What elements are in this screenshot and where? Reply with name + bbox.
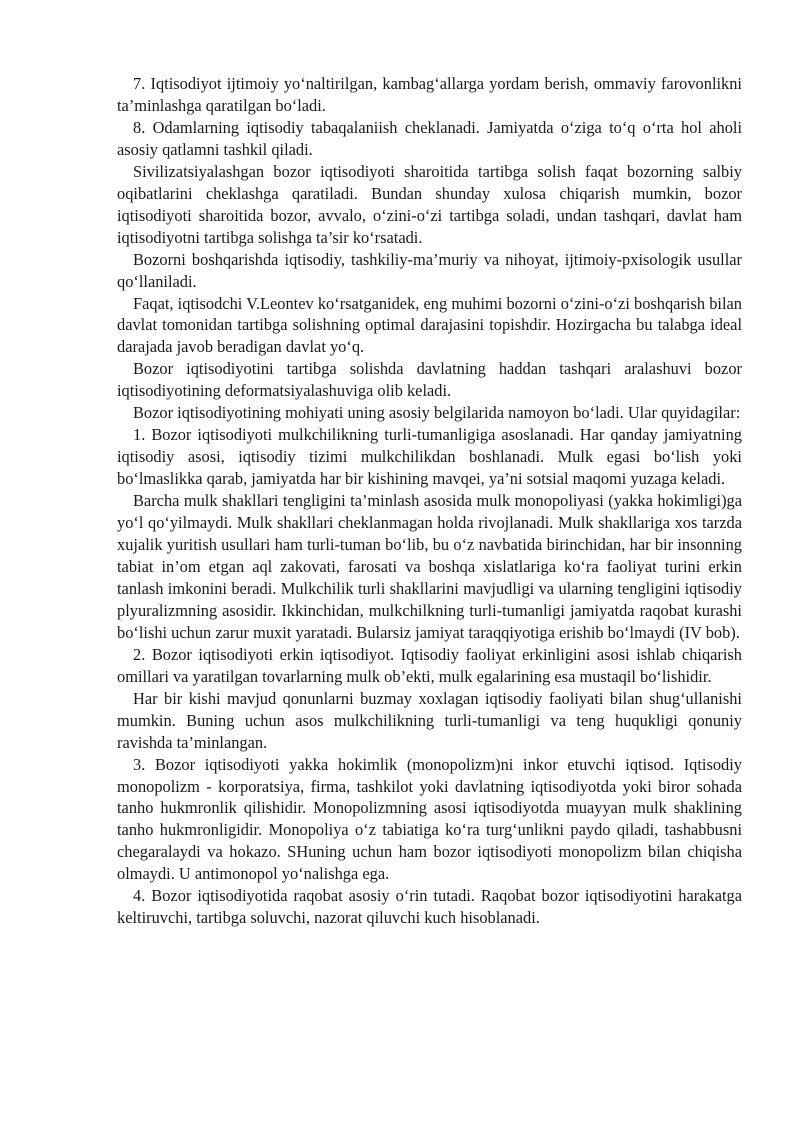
- paragraph-point-4: 4. Bozor iqtisodiyotida raqobat asosiy o‘rin tutadi. Raqobat bozor iqtisodiyotini harakatga keltiruvchi, tartibga soluvchi, nazorat qiluvchi kuch hisoblanadi.: [117, 886, 742, 928]
- paragraph-point-1: 1. Bozor iqtisodiyoti mulkchilikning turli-tumanligiga asoslanadi. Har qanday jamiyatning iqtisodiy asosi, iqtisodiy tizimi mulkchilikdan boshlanadi. Mulk egasi bo‘lish yoki bo‘lmaslikka qarab, jamiyatda har bir kishining mavqei, ya’ni sotsial maqomi yuzaga keladi.: [117, 425, 742, 489]
- document-page: [117, 73, 742, 929]
- paragraph-state-intervention: Bozor iqtisodiyotini tartibga solishda davlatning haddan tashqari aralashuvi bozor iqtisodiyotining deformatsiyalashuviga olib keladi.: [117, 359, 742, 401]
- paragraph-point-2: 2. Bozor iqtisodiyoti erkin iqtisodiyot. Iqtisodiy faoliyat erkinligini asosi ishlab chiqarish omillari va yaratilgan tovarlarning mulk ob’ekti, mulk egalarining esa mustaqil bo‘lishidir.: [117, 644, 742, 686]
- paragraph-freedom: Har bir kishi mavjud qonunlarni buzmay xoxlagan iqtisodiy faoliyati bilan shug‘ullanishi mumkin. Buning uchun asos mulkchilikning turli-tumanligi va teng huqukligi qonuniy ravishda ta’minlangan.: [117, 688, 742, 752]
- paragraph-7: 7. Iqtisodiyot ijtimoiy yo‘naltirilgan, kambag‘allarga yordam berish, ommaviy farovonlikni ta’minlashga qaratilgan bo‘ladi.: [117, 74, 742, 115]
- paragraph-market-management: Bozorni boshqarishda iqtisodiy, tashkiliy-ma’muriy va nihoyat, ijtimoiy-pxisologik usullar qo‘llaniladi.: [117, 249, 742, 291]
- paragraph-leontev: Faqat, iqtisodchi V.Leontev ko‘rsatganidek, eng muhimi bozorni o‘zini-o‘zi boshqarish bilan davlat tomonidan tartibga solishning optimal darajasini topishdir. Hozirgacha bu talabga ideal darajada javob beradigan davlat yo‘q.: [117, 293, 742, 357]
- paragraph-8: 8. Odamlarning iqtisodiy tabaqalaniish cheklanadi. Jamiyatda o‘ziga to‘q o‘rta hol aholi asosiy qatlamni tashkil qiladi.: [117, 117, 742, 159]
- paragraph-market-essence: Bozor iqtisodiyotining mohiyati uning asosiy belgilarida namoyon bo‘ladi. Ular quyidagilar:: [133, 403, 741, 423]
- paragraph-civilized-market: Sivilizatsiyalashgan bozor iqtisodiyoti sharoitida tartibga solish faqat bozorning salbiy oqibatlarini cheklashga qaratiladi. Bundan shunday xulosa chiqarish mumkin, bozor iqtisodiyoti sharoitida bozor, avvalo, o‘zini-o‘zi tartibga soladi, undan tashqari, davlat ham iqtisodiyotni tartibga solishga ta’sir ko‘rsatadi.: [117, 161, 742, 247]
- paragraph-point-3: 3. Bozor iqtisodiyoti yakka hokimlik (monopolizm)ni inkor etuvchi iqtisod. Iqtisodiy monopolizm - korporatsiya, firma, tashkilot yoki davlatning iqtisodiyotda yoki biror sohada tanho hukmronlik qilishidir. Monopolizmning asosi iqtisodiyotda muayyan mulk shaklining tanho hukmronligidir. Monopoliya o‘z tabiatiga ko‘ra turg‘unlikni paydo qiladi, tashabbusni chegaralaydi va hokazo. SHuning uchun ham bozor iqtisodiyoti monopolizm bilan chiqisha olmaydi. U antimonopol yo‘nalishga ega.: [117, 754, 742, 884]
- paragraph-ownership-forms: Barcha mulk shakllari tengligini ta’minlash asosida mulk monopoliyasi (yakka hokimligi)ga yo‘l qo‘yilmaydi. Mulk shakllari cheklanmagan holda rivojlanadi. Mulk shakllariga xos tarzda xujalik yuritish usullari ham turli-tuman bo‘lib, bu o‘z navbatida birinchidan, har bir insonning tabiat in’om etgan aql zakovati, farosati va boshqa xislatlariga ko‘ra faoliyat turini erkin tanlash imkonini beradi. Mulkchilik turli shakllarini mavjudligi va ularning tengligini iqtisodiy plyuralizmning asosidir. Ikkinchidan, mulkchilkning turli-tumanligi jamiyatda raqobat kurashi bo‘lishi uchun zarur muxit yaratadi. Bularsiz jamiyat taraqqiyotiga erishib bo‘lmaydi (IV bob).: [117, 491, 742, 642]
